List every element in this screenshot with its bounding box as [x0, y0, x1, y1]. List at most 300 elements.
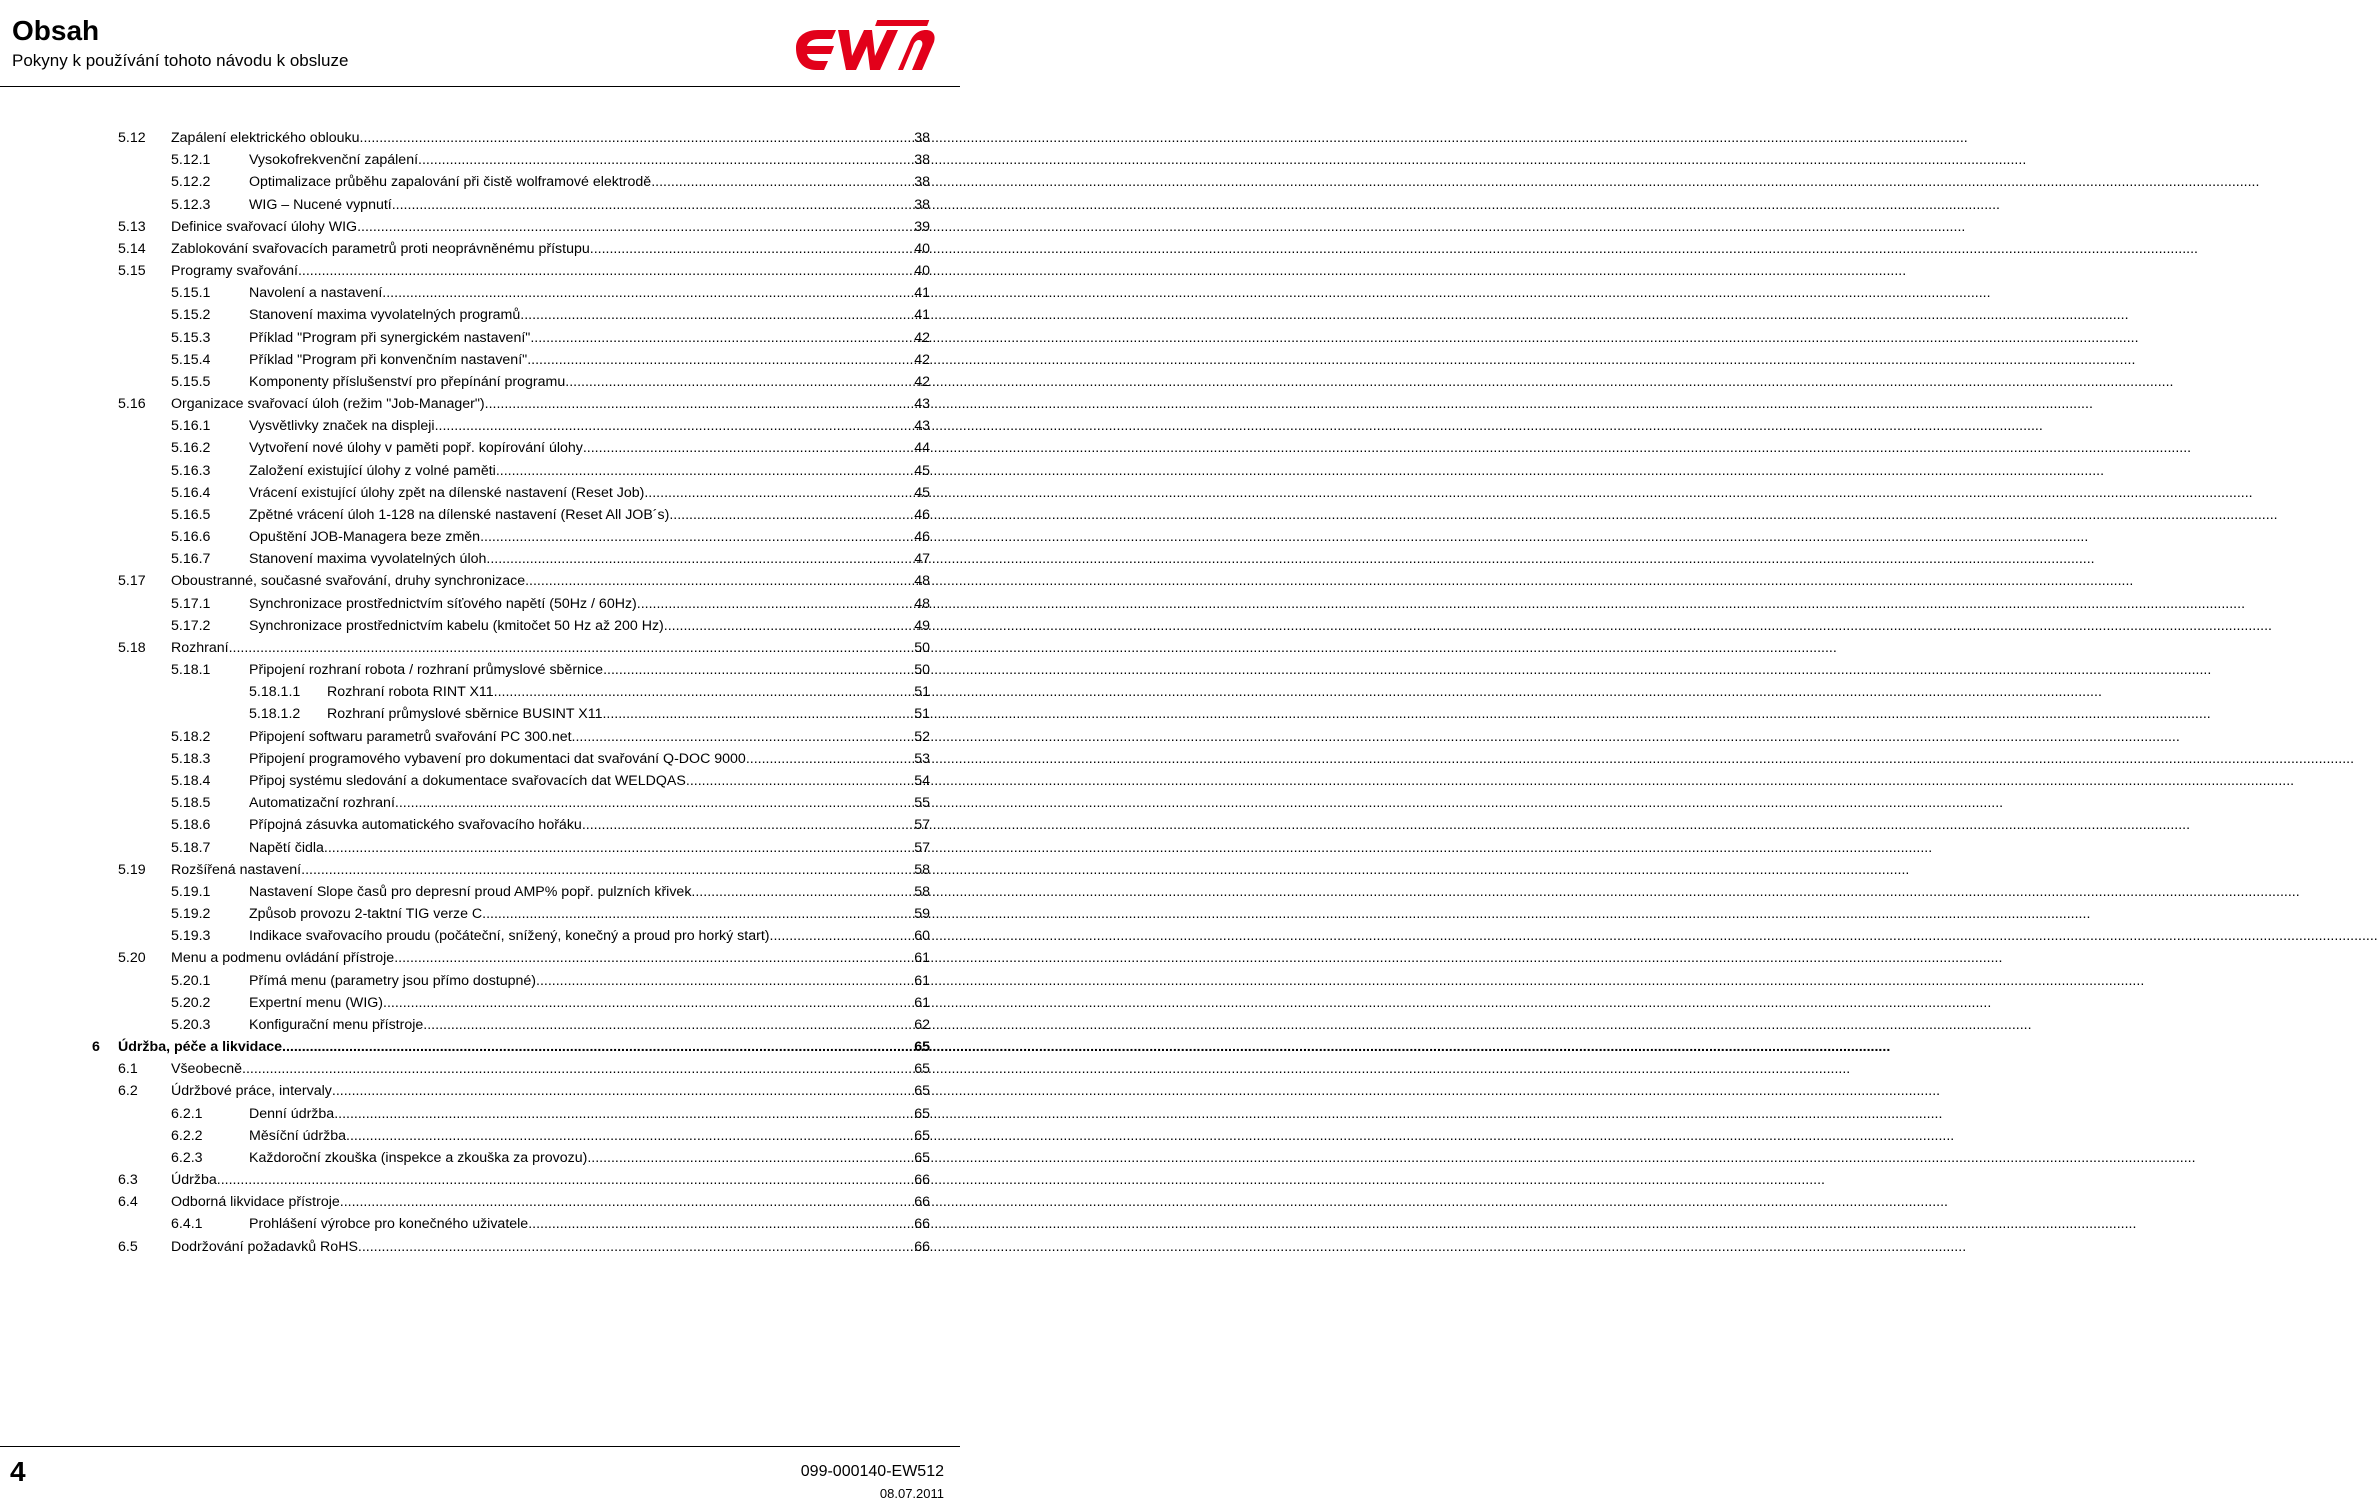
toc-entry-number: 5.15.1: [171, 285, 211, 302]
toc-entry-page: 38: [914, 196, 930, 213]
toc-entry-page: 42: [914, 373, 930, 390]
toc-entry-number: 5.12.2: [171, 174, 211, 191]
toc-entry-body: [249, 925, 930, 947]
toc-entry-number: 5.12.1: [171, 152, 211, 169]
toc-entry-title: Založení existující úlohy z volné paměti: [249, 462, 496, 479]
toc-entry-number: 5.15: [118, 263, 146, 280]
toc-entry-number: 6.4: [118, 1194, 138, 1211]
toc-entry-page: 62: [914, 1016, 930, 1033]
toc-entry[interactable]: [0, 703, 960, 725]
toc-entry[interactable]: [0, 1191, 960, 1213]
toc-entry-number: 6: [92, 1039, 100, 1056]
toc-entry-body: [249, 437, 930, 459]
toc-entry[interactable]: [0, 792, 960, 814]
toc-entry-number: 5.19.2: [171, 906, 211, 923]
toc-entry-body: [249, 792, 930, 814]
toc-entry-body: [171, 1236, 930, 1258]
toc-dot-leader: [394, 947, 910, 969]
toc-entry-title: Komponenty příslušenství pro přepínání programu: [249, 373, 566, 390]
toc-dot-leader: [480, 526, 910, 548]
toc-entry-body: [249, 149, 930, 171]
toc-dot-leader: [582, 814, 910, 836]
toc-dot-leader: [358, 1236, 910, 1258]
toc-entry-title: Připojení programového vybavení pro dokumentaci dat svařování Q-DOC 9000: [249, 750, 746, 767]
toc-entry[interactable]: [0, 925, 960, 947]
toc-entry-body: [249, 726, 930, 748]
toc-entry-body: [249, 903, 930, 925]
toc-entry-body: [249, 1125, 930, 1147]
toc-dot-leader: [392, 194, 910, 216]
toc-entry-body: [249, 770, 930, 792]
toc-entry-number: 5.18.1: [171, 662, 211, 679]
toc-entry-body: [249, 526, 930, 548]
toc-entry-body: [171, 1080, 930, 1102]
toc-entry-page: 45: [914, 462, 930, 479]
toc-entry[interactable]: [0, 194, 960, 216]
toc-entry-page: 65: [914, 1149, 930, 1166]
toc-dot-leader: [383, 992, 910, 1014]
toc-entry-page: 43: [914, 396, 930, 413]
toc-entry-page: 65: [914, 1039, 930, 1056]
toc-entry-title: Konfigurační menu přístroje: [249, 1016, 424, 1033]
toc-entry-page: 45: [914, 484, 930, 501]
toc-entry-page: 42: [914, 329, 930, 346]
toc-entry-title: Organizace svařovací úloh (režim "Job-Manager"): [171, 396, 485, 413]
toc-entry-title: Oboustranné, současné svařování, druhy synchronizace: [171, 573, 526, 590]
toc-entry-number: 5.16.1: [171, 418, 211, 435]
toc-entry-number: 6.4.1: [171, 1216, 203, 1233]
svg-text:ewm: ewm: [792, 5, 826, 22]
toc-entry[interactable]: [0, 238, 960, 260]
toc-entry-page: 48: [914, 573, 930, 590]
toc-entry-title: Opuštění JOB-Managera beze změn: [249, 529, 481, 546]
toc-entry-number: 6.1: [118, 1061, 138, 1078]
page-number: 4: [10, 1456, 26, 1487]
toc-entry-title: Měsíční údržba: [249, 1127, 346, 1144]
toc-dot-leader: [664, 615, 910, 637]
toc-entry[interactable]: [0, 282, 960, 304]
toc-entry-body: [249, 548, 930, 570]
toc-entry[interactable]: [0, 526, 960, 548]
toc-entry-body: [249, 327, 930, 349]
toc-entry-body: [249, 171, 930, 193]
document-number: 099-000140-EW512: [800, 1463, 944, 1480]
toc-entry-title: Údržba, péče a likvidace: [118, 1039, 283, 1056]
toc-entry-body: [249, 371, 930, 393]
toc-entry[interactable]: [0, 814, 960, 836]
toc-entry-page: 57: [914, 817, 930, 834]
toc-entry-number: 6.2.1: [171, 1105, 203, 1122]
toc-entry[interactable]: [0, 504, 960, 526]
toc-entry[interactable]: [0, 216, 960, 238]
toc-entry-body: [171, 1169, 930, 1191]
toc-entry-title: Údržba: [171, 1172, 217, 1189]
toc-dot-leader: [340, 1191, 910, 1213]
toc-entry-page: 66: [914, 1238, 930, 1255]
toc-entry-number: 5.16.5: [171, 506, 211, 523]
toc-entry-number: 6.3: [118, 1172, 138, 1189]
toc-entry-page: 53: [914, 750, 930, 767]
toc-entry-page: 47: [914, 551, 930, 568]
toc-entry-title: Připoj systému sledování a dokumentace svařovacích dat WELDQAS: [249, 772, 686, 789]
toc-entry-page: 66: [914, 1172, 930, 1189]
toc-dot-leader: [528, 1213, 910, 1235]
toc-dot-leader: [686, 770, 910, 792]
toc-entry-body: [249, 881, 930, 903]
toc-entry[interactable]: [0, 1169, 960, 1191]
toc-dot-leader: [486, 548, 910, 570]
toc-entry[interactable]: [0, 615, 960, 637]
toc-entry[interactable]: [0, 371, 960, 393]
toc-entry-page: 61: [914, 950, 930, 967]
toc-entry-title: Vytvoření nové úlohy v paměti popř. kopírování úlohy: [249, 440, 583, 457]
toc-entry-number: 5.17.2: [171, 617, 211, 634]
toc-entry[interactable]: [0, 659, 960, 681]
toc-entry-number: 5.13: [118, 218, 146, 235]
toc-entry-title: Přímá menu (parametry jsou přímo dostupné): [249, 972, 537, 989]
toc-entry-number: 5.14: [118, 240, 146, 257]
table-of-contents: [0, 127, 960, 1258]
toc-entry-number: 5.16.7: [171, 551, 211, 568]
toc-entry-number: 5.15.3: [171, 329, 211, 346]
toc-entry[interactable]: [0, 903, 960, 925]
toc-dot-leader: [217, 1169, 910, 1191]
toc-entry-number: 5.12: [118, 130, 146, 146]
toc-dot-leader: [525, 570, 910, 592]
toc-entry-number: 5.16.2: [171, 440, 211, 457]
toc-entry-number: 5.18: [118, 639, 146, 656]
toc-entry-body: [249, 659, 930, 681]
toc-entry-body: [249, 194, 930, 216]
toc-dot-leader: [536, 970, 910, 992]
toc-entry[interactable]: [0, 171, 960, 193]
toc-entry-number: 5.18.6: [171, 817, 211, 834]
toc-dot-leader: [418, 149, 910, 171]
toc-dot-leader: [324, 837, 910, 859]
toc-dot-leader: [587, 1147, 910, 1169]
toc-entry[interactable]: [0, 482, 960, 504]
toc-entry-title: Rozhraní: [171, 639, 229, 656]
toc-entry-title: Prohlášení výrobce pro konečného uživatele: [249, 1216, 529, 1233]
toc-entry-title: Vysokofrekvenční zapálení: [249, 152, 419, 169]
toc-entry-body: [249, 615, 930, 637]
toc-entry-body: [249, 814, 930, 836]
toc-entry-page: 55: [914, 795, 930, 812]
toc-entry-number: 5.15.5: [171, 373, 211, 390]
toc-entry-page: 41: [914, 285, 930, 302]
toc-entry-page: 46: [914, 529, 930, 546]
toc-entry-page: 42: [914, 351, 930, 368]
toc-entry-number: 5.19.3: [171, 928, 211, 945]
toc-entry[interactable]: [0, 548, 960, 570]
toc-entry-page: 38: [914, 152, 930, 169]
toc-entry-body: [171, 127, 930, 149]
toc-dot-leader: [565, 371, 910, 393]
toc-entry-title: Navolení a nastavení: [249, 285, 383, 302]
toc-entry-number: 5.18.3: [171, 750, 211, 767]
toc-dot-leader: [583, 437, 910, 459]
toc-entry-body: [249, 837, 930, 859]
toc-entry[interactable]: [0, 770, 960, 792]
toc-entry-page: 43: [914, 418, 930, 435]
toc-entry[interactable]: [0, 748, 960, 770]
toc-entry-page: 48: [914, 595, 930, 612]
toc-entry-page: 51: [914, 684, 930, 701]
toc-dot-leader: [382, 282, 910, 304]
toc-dot-leader: [496, 460, 910, 482]
toc-entry-body: [249, 282, 930, 304]
toc-entry-title: Rozšířená nastavení: [171, 861, 302, 878]
toc-entry[interactable]: [0, 327, 960, 349]
toc-entry-body: [171, 859, 930, 881]
toc-entry-title: Vysvětlivky značek na displeji: [249, 418, 435, 435]
toc-entry[interactable]: [0, 1147, 960, 1169]
toc-entry[interactable]: [0, 349, 960, 371]
toc-dot-leader: [334, 1103, 910, 1125]
toc-dot-leader: [602, 703, 910, 725]
toc-entry[interactable]: [0, 837, 960, 859]
toc-dot-leader: [357, 216, 910, 238]
toc-dot-leader: [301, 859, 910, 881]
toc-entry[interactable]: [0, 947, 960, 969]
toc-entry-page: 61: [914, 972, 930, 989]
toc-dot-leader: [530, 327, 910, 349]
toc-dot-leader: [637, 593, 910, 615]
toc-entry-number: 5.16: [118, 396, 146, 413]
toc-entry-page: 38: [914, 130, 930, 146]
toc-entry-page: 66: [914, 1194, 930, 1211]
toc-entry[interactable]: [0, 260, 960, 282]
toc-entry-title: Příklad "Program při synergickém nastavení": [249, 329, 531, 346]
toc-entry-title: Stanovení maxima vyvolatelných programů: [249, 307, 521, 324]
toc-entry-body: [249, 1014, 930, 1036]
toc-dot-leader: [669, 504, 910, 526]
toc-entry-body: [249, 1147, 930, 1169]
toc-entry[interactable]: [0, 593, 960, 615]
toc-entry[interactable]: [0, 304, 960, 326]
toc-entry-number: 5.16.3: [171, 462, 211, 479]
toc-entry-title: Expertní menu (WIG): [249, 994, 384, 1011]
toc-dot-leader: [520, 304, 910, 326]
toc-dot-leader: [590, 238, 910, 260]
toc-entry-title: Denní údržba: [249, 1105, 335, 1122]
toc-entry-body: [249, 593, 930, 615]
toc-entry-title: Připojení rozhraní robota / rozhraní průmyslové sběrnice: [249, 662, 604, 679]
toc-entry-title: Připojení softwaru parametrů svařování PC 300.net: [249, 728, 572, 745]
page-subtitle: Pokyny k používání tohoto návodu k obsluze: [12, 51, 349, 70]
toc-dot-leader: [572, 726, 910, 748]
toc-entry-number: 5.18.1.1: [249, 684, 301, 701]
toc-entry-body: [171, 1058, 930, 1080]
toc-entry-title: Příklad "Program při konvenčním nastavení": [249, 351, 528, 368]
toc-dot-leader: [494, 681, 910, 703]
toc-entry-body: [327, 703, 930, 725]
toc-entry-title: Přípojná zásuvka automatického svařovacího hořáku: [249, 817, 582, 834]
toc-entry-body: [249, 460, 930, 482]
toc-entry-page: 59: [914, 906, 930, 923]
toc-entry-page: 40: [914, 263, 930, 280]
toc-entry[interactable]: [0, 393, 960, 415]
header-divider: [0, 86, 960, 87]
toc-entry-number: 5.20.3: [171, 1016, 211, 1033]
toc-entry-page: 40: [914, 240, 930, 257]
toc-entry-body: [171, 637, 930, 659]
toc-entry-title: Napětí čidla: [249, 839, 324, 856]
toc-entry-page: 65: [914, 1105, 930, 1122]
toc-entry[interactable]: [0, 881, 960, 903]
toc-entry-body: [249, 482, 930, 504]
toc-entry-title: Vrácení existující úlohy zpět na dílenské nastavení (Reset Job): [249, 484, 645, 501]
toc-entry-number: 5.15.4: [171, 351, 211, 368]
toc-dot-leader: [651, 171, 910, 193]
toc-entry-number: 5.16.6: [171, 529, 211, 546]
toc-entry-body: [249, 415, 930, 437]
toc-entry-page: 54: [914, 772, 930, 789]
toc-entry-body: [249, 992, 930, 1014]
toc-entry-number: 5.16.4: [171, 484, 211, 501]
toc-entry-number: 5.18.2: [171, 728, 211, 745]
toc-entry-body: [249, 349, 930, 371]
toc-entry-title: Menu a podmenu ovládání přístroje: [171, 950, 395, 967]
toc-entry-body: [249, 304, 930, 326]
toc-entry-title: Rozhraní průmyslové sběrnice BUSINT X11: [327, 706, 603, 723]
toc-entry-body: [249, 1213, 930, 1235]
toc-entry-number: 5.17.1: [171, 595, 211, 612]
toc-entry-page: 52: [914, 728, 930, 745]
toc-entry-number: 5.12.3: [171, 196, 211, 213]
page-header: [0, 0, 960, 100]
document-date: 08.07.2011: [879, 1486, 944, 1501]
toc-entry-page: 58: [914, 861, 930, 878]
toc-entry-title: Stanovení maxima vyvolatelných úloh: [249, 551, 487, 568]
toc-entry-page: 58: [914, 883, 930, 900]
toc-entry-title: Odborná likvidace přístroje: [171, 1194, 340, 1211]
toc-entry[interactable]: [0, 460, 960, 482]
toc-entry[interactable]: [0, 415, 960, 437]
toc-entry[interactable]: [0, 992, 960, 1014]
toc-entry-title: WIG – Nucené vypnutí: [249, 196, 392, 213]
toc-entry[interactable]: [0, 1125, 960, 1147]
toc-entry-number: 6.2.3: [171, 1149, 203, 1166]
toc-entry-number: 5.18.4: [171, 772, 211, 789]
toc-dot-leader: [282, 1036, 910, 1058]
toc-entry-body: [249, 504, 930, 526]
toc-entry-title: Definice svařovací úlohy WIG: [171, 218, 358, 235]
toc-entry[interactable]: [0, 1080, 960, 1102]
toc-dot-leader: [644, 482, 910, 504]
toc-entry[interactable]: [0, 149, 960, 171]
toc-entry-body: [249, 1103, 930, 1125]
toc-entry-page: 39: [914, 218, 930, 235]
toc-entry[interactable]: [0, 1036, 960, 1058]
toc-entry-body: [171, 393, 930, 415]
toc-entry-page: 61: [914, 994, 930, 1011]
toc-dot-leader: [395, 792, 910, 814]
toc-dot-leader: [770, 925, 911, 947]
toc-entry[interactable]: [0, 1014, 960, 1036]
toc-entry-body: [249, 748, 930, 770]
ewm-logo: [792, 5, 942, 74]
toc-dot-leader: [435, 415, 910, 437]
toc-entry-page: 60: [914, 928, 930, 945]
toc-entry-title: Dodržování požadavků RoHS: [171, 1238, 358, 1255]
toc-dot-leader: [482, 903, 910, 925]
toc-entry-page: 41: [914, 307, 930, 324]
toc-entry[interactable]: [0, 1103, 960, 1125]
toc-entry-page: 50: [914, 639, 930, 656]
toc-dot-leader: [603, 659, 910, 681]
toc-entry-title: Optimalizace průběhu zapalování při čistě wolframové elektrodě: [249, 174, 652, 191]
toc-entry-body: [249, 970, 930, 992]
toc-entry[interactable]: [0, 726, 960, 748]
toc-entry-body: [171, 1191, 930, 1213]
toc-dot-leader: [423, 1014, 910, 1036]
toc-entry-number: 5.15.2: [171, 307, 211, 324]
toc-dot-leader: [360, 127, 911, 149]
toc-entry-number: 5.20: [118, 950, 146, 967]
toc-entry-number: 5.18.5: [171, 795, 211, 812]
toc-entry-title: Synchronizace prostřednictvím síťového napětí (50Hz / 60Hz): [249, 595, 637, 612]
toc-entry-title: Programy svařování: [171, 263, 298, 280]
toc-entry-title: Zapálení elektrického oblouku: [171, 130, 360, 146]
footer-divider: [0, 1446, 960, 1447]
toc-entry-number: 6.5: [118, 1238, 138, 1255]
toc-entry-page: 38: [914, 174, 930, 191]
toc-entry[interactable]: [0, 1213, 960, 1235]
toc-dot-leader: [346, 1125, 910, 1147]
toc-dot-leader: [746, 748, 910, 770]
toc-entry-title: Rozhraní robota RINT X11: [327, 684, 494, 701]
toc-entry-body: [171, 260, 930, 282]
toc-entry-body: [327, 681, 930, 703]
toc-entry-title: Zablokování svařovacích parametrů proti neoprávněnému přístupu: [171, 240, 590, 257]
toc-entry-number: 5.18.7: [171, 839, 211, 856]
toc-dot-leader: [332, 1080, 910, 1102]
toc-dot-leader: [485, 393, 910, 415]
toc-entry[interactable]: [0, 570, 960, 592]
toc-entry[interactable]: [0, 681, 960, 703]
toc-entry-body: [118, 1036, 930, 1058]
toc-entry-title: Nastavení Slope časů pro depresní proud AMP% popř. pulzních křivek: [249, 883, 692, 900]
toc-dot-leader: [229, 637, 910, 659]
toc-entry[interactable]: [0, 970, 960, 992]
toc-entry[interactable]: [0, 127, 960, 149]
toc-entry[interactable]: [0, 437, 960, 459]
toc-entry-page: 44: [914, 440, 930, 457]
toc-entry-number: 5.19: [118, 861, 146, 878]
toc-entry[interactable]: [0, 637, 960, 659]
toc-dot-leader: [242, 1058, 910, 1080]
page-title: Obsah: [12, 15, 100, 46]
toc-entry[interactable]: [0, 1236, 960, 1258]
toc-entry-number: 5.17: [118, 573, 146, 590]
toc-dot-leader: [298, 260, 910, 282]
toc-entry-page: 65: [914, 1083, 930, 1100]
toc-entry-page: 49: [914, 617, 930, 634]
toc-entry-number: 5.20.2: [171, 994, 211, 1011]
toc-entry-title: Automatizační rozhraní: [249, 795, 395, 812]
toc-entry-title: Indikace svařovacího proudu (počáteční, snížený, konečný a proud pro horký start): [249, 928, 770, 945]
toc-entry-title: Údržbové práce, intervaly: [171, 1083, 332, 1100]
toc-entry[interactable]: [0, 1058, 960, 1080]
toc-entry-page: 65: [914, 1061, 930, 1078]
toc-entry-page: 51: [914, 706, 930, 723]
toc-dot-leader: [691, 881, 910, 903]
toc-entry[interactable]: [0, 859, 960, 881]
toc-entry-page: 65: [914, 1127, 930, 1144]
toc-entry-page: 66: [914, 1216, 930, 1233]
toc-entry-body: [171, 570, 930, 592]
